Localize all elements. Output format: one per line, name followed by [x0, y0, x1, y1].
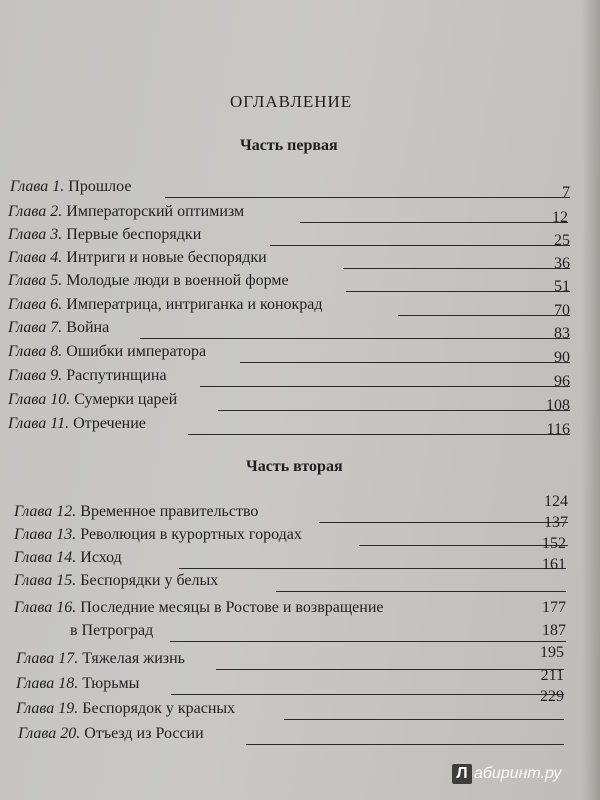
dot-leader [300, 222, 568, 223]
toc-entry [10, 178, 570, 200]
chapter-label: Глава 6. [8, 296, 63, 313]
toc-entry [8, 203, 568, 225]
page-number: 116 [546, 421, 570, 438]
dot-leader [359, 545, 568, 546]
toc-entry [14, 535, 566, 571]
page-number: 152 [542, 535, 566, 552]
page-number: 83 [554, 325, 570, 342]
chapter-title: Исход [80, 549, 122, 566]
toc-entry [8, 367, 570, 389]
chapter-label: Глава 20. [18, 725, 81, 742]
chapter-label: Глава 4. [8, 249, 63, 266]
toc-entry [14, 514, 568, 548]
toc-entry [14, 599, 566, 621]
dot-leader [179, 568, 566, 569]
labirint-watermark [452, 764, 561, 784]
chapter-title: Война [66, 319, 110, 336]
chapter-title: Императрица, интриганка и конокрад [66, 296, 323, 313]
page-number: 195 [540, 644, 564, 661]
chapter-label: Глава 12. [14, 503, 77, 520]
chapter-label: Глава 17. [16, 650, 79, 667]
dot-leader [284, 719, 564, 720]
page-number: 137 [544, 514, 568, 531]
chapter-title: Временное правительство [80, 503, 259, 520]
dot-leader [171, 694, 564, 695]
toc-entry [8, 296, 570, 318]
chapter-title: в Петроград [70, 622, 154, 639]
part-two-heading: Часть вторая [246, 458, 343, 475]
book-spine-shadow [582, 0, 600, 800]
page-number: 187 [542, 622, 566, 639]
page-number: 161 [542, 556, 566, 573]
chapter-title: Сумерки царей [74, 391, 178, 408]
toc-entry [8, 391, 570, 413]
dot-leader [240, 362, 570, 363]
page-number: 177 [542, 599, 566, 616]
toc-entry [8, 249, 570, 271]
toc-entry [8, 272, 570, 294]
page-number: 70 [554, 302, 570, 319]
chapter-title: Первые беспорядки [66, 226, 202, 243]
dot-leader [188, 434, 570, 435]
toc-entry [8, 343, 570, 365]
chapter-title: Интриги и новые беспорядки [66, 249, 267, 266]
page-number: 7 [562, 184, 570, 201]
page-number: 229 [540, 688, 564, 705]
toc-entry [16, 644, 564, 672]
toc-entry [18, 725, 564, 747]
dot-leader [200, 386, 570, 387]
dot-leader [276, 591, 566, 592]
dot-leader [165, 197, 570, 198]
dot-leader [170, 641, 566, 642]
chapter-label: Глава 10. [8, 391, 71, 408]
dot-leader [398, 315, 570, 316]
chapter-label: Глава 18. [16, 675, 79, 692]
chapter-title: Революция в курортных городах [80, 526, 302, 543]
toc-entry-continuation [70, 622, 566, 644]
chapter-label: Глава 5. [8, 272, 63, 289]
page-number: 36 [554, 255, 570, 272]
chapter-title: Императорский оптимизм [66, 203, 245, 220]
dot-leader [216, 669, 564, 670]
chapter-label: Глава 15. [14, 572, 77, 589]
page-number: 25 [554, 232, 570, 249]
chapter-label: Глава 3. [8, 226, 63, 243]
dot-leader [343, 268, 570, 269]
chapter-title: Беспорядок у красных [82, 700, 236, 717]
toc-entry [16, 667, 564, 697]
page-number: 96 [554, 373, 570, 390]
toc-entry [8, 226, 570, 248]
chapter-title: Распутинщина [66, 367, 167, 384]
dot-leader [319, 522, 568, 523]
chapter-title: Ошибки императора [66, 343, 207, 360]
page-number: 90 [554, 349, 570, 366]
page-number: 211 [540, 667, 564, 684]
watermark-text: абиринт.ру [474, 765, 562, 782]
toc-title: ОГЛАВЛЕНИЕ [230, 92, 353, 111]
chapter-label: Глава 7. [8, 319, 63, 336]
part-one-heading: Часть первая [240, 137, 338, 154]
chapter-label: Глава 9. [8, 367, 63, 384]
chapter-label: Глава 14. [14, 549, 77, 566]
chapter-label: Глава 13. [14, 526, 77, 543]
toc-entry [14, 493, 568, 525]
toc-entry [8, 415, 570, 437]
watermark-logo-icon: Л [452, 764, 472, 784]
chapter-label: Глава 8. [8, 343, 63, 360]
toc-entry [16, 688, 564, 722]
chapter-title: Молодые люди в военной форме [66, 272, 289, 289]
chapter-label: Глава 19. [16, 700, 79, 717]
chapter-label: Глава 16. [14, 599, 77, 616]
page-number: 12 [552, 209, 568, 226]
toc-entry [8, 319, 570, 341]
chapter-title: Прошлое [68, 178, 132, 195]
chapter-label: Глава 2. [8, 203, 63, 220]
chapter-label: Глава 11. [8, 415, 70, 432]
dot-leader [218, 410, 570, 411]
chapter-title: Тюрьмы [82, 675, 140, 692]
page-number: 51 [554, 278, 570, 295]
chapter-title: Беспорядки у белых [80, 572, 219, 589]
chapter-title: Отречение [73, 415, 146, 432]
dot-leader [140, 338, 570, 339]
dot-leader [246, 744, 564, 745]
page-number: 108 [546, 397, 570, 414]
dot-leader [346, 291, 570, 292]
chapter-title: Последние месяцы в Ростове и возвращение [80, 599, 384, 616]
page-number: 124 [544, 493, 568, 510]
chapter-title: Отъезд из России [84, 725, 204, 742]
dot-leader [270, 245, 570, 246]
chapter-title: Тяжелая жизнь [82, 650, 185, 667]
chapter-label: Глава 1. [10, 178, 65, 195]
